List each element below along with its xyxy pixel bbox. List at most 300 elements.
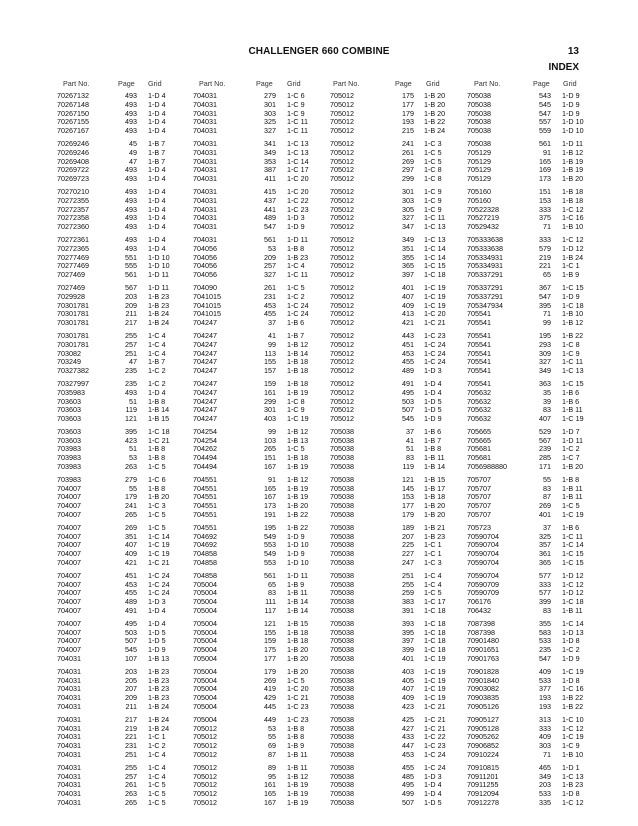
page-number-cell: 37 — [406, 426, 414, 436]
grid-ref: 1-C 18 — [562, 597, 584, 607]
part-number: 705012 — [330, 405, 354, 415]
page-number-cell: 495 — [402, 780, 414, 790]
grid-ref: 1-C 5 — [424, 147, 442, 157]
page-number-cell: 179 — [402, 108, 414, 118]
page-number-cell: 65 — [543, 270, 551, 280]
part-number: 705038 — [330, 426, 354, 436]
part-number: 704031 — [193, 204, 217, 214]
grid-ref: 1-B 11 — [562, 492, 583, 502]
page-number-cell: 111 — [265, 597, 276, 607]
part-number: 704031 — [57, 666, 81, 676]
grid-ref: 1-C 21 — [287, 693, 309, 703]
part-number: 705334931 — [467, 252, 503, 262]
part-number: 705129 — [467, 165, 491, 175]
grid-ref: 1-B 23 — [148, 291, 170, 301]
page-number-cell: 99 — [543, 318, 551, 328]
page-number-cell: 241 — [402, 138, 414, 148]
part-number: 705038 — [330, 531, 354, 541]
part-number: 705038 — [330, 558, 354, 568]
index-row — [0, 751, 638, 760]
grid-ref: 1-C 1 — [424, 540, 442, 550]
page-number-cell: 91 — [268, 474, 276, 484]
grid-ref: 1-C 19 — [562, 732, 584, 742]
part-number: 705012 — [330, 282, 354, 292]
page-number-cell: 255 — [125, 330, 137, 340]
part-number: 704031 — [193, 222, 217, 232]
part-number: 705038 — [467, 91, 491, 100]
page-number-cell: 335 — [539, 797, 551, 807]
grid-ref: 1-D 10 — [562, 126, 584, 136]
grid-ref: 1-C 4 — [424, 579, 442, 589]
page-number-cell: 119 — [402, 462, 414, 472]
part-number: 70277469 — [57, 252, 89, 262]
page-number-cell: 269 — [539, 501, 551, 511]
page-number-cell: 419 — [264, 684, 276, 694]
part-number: 705038 — [330, 654, 354, 664]
grid-ref: 1-B 14 — [424, 462, 446, 472]
part-number: 70905126 — [467, 702, 499, 711]
grid-ref: 1-C 9 — [287, 99, 305, 109]
page-number-cell: 157 — [264, 366, 276, 376]
page-number-cell: 203 — [125, 291, 137, 301]
grid-ref: 1-B 20 — [562, 174, 584, 184]
part-number: 704247 — [193, 330, 217, 340]
part-number: 70522328 — [467, 204, 499, 214]
grid-ref: 1-B 19 — [287, 462, 309, 472]
page-number-cell: 71 — [543, 309, 551, 319]
part-number: 704056 — [193, 252, 217, 262]
grid-ref: 1-D 4 — [148, 222, 166, 232]
grid-ref: 1-C 5 — [148, 797, 166, 807]
grid-ref: 1-C 14 — [562, 618, 584, 628]
grid-ref: 1-B 6 — [287, 318, 305, 328]
part-number: 70301781 — [57, 300, 89, 310]
grid-ref: 1-D 9 — [287, 531, 305, 541]
grid-ref: 1-C 4 — [148, 339, 166, 349]
page-number-cell: 263 — [125, 462, 137, 472]
part-number: 704858 — [193, 570, 217, 580]
page-number-cell: 411 — [264, 174, 276, 184]
grid-ref: 1-C 19 — [562, 414, 584, 424]
part-number: 705129 — [467, 174, 491, 184]
grid-ref: 1-D 11 — [562, 138, 584, 148]
grid-ref: 1-C 15 — [424, 261, 446, 271]
page-number-cell: 493 — [125, 204, 137, 214]
grid-ref: 1-B 23 — [287, 252, 309, 262]
page-number-cell: 167 — [264, 462, 276, 472]
part-number: 704007 — [57, 492, 81, 502]
page-number-cell: 551 — [125, 252, 137, 262]
page-number-cell: 553 — [264, 558, 276, 568]
page-number-cell: 169 — [539, 165, 551, 175]
page-number-cell: 409 — [402, 693, 414, 703]
grid-ref: 1-B 10 — [562, 749, 584, 759]
grid-ref: 1-C 8 — [562, 339, 580, 349]
part-number: 705012 — [330, 252, 354, 262]
grid-ref: 1-D 4 — [148, 213, 166, 223]
page-number-cell: 45 — [129, 138, 137, 148]
part-number: 70272357 — [57, 204, 89, 214]
part-number: 705012 — [330, 126, 354, 136]
page-number-cell: 113 — [264, 348, 276, 358]
grid-ref: 1-D 5 — [148, 627, 166, 637]
part-number: 70912278 — [467, 797, 499, 807]
index-table — [0, 92, 638, 812]
entry-group — [0, 620, 638, 664]
index-row — [0, 655, 638, 664]
page-number-cell: 265 — [264, 444, 276, 454]
part-number: 705038 — [330, 549, 354, 559]
page-number-cell: 171 — [539, 462, 551, 472]
page-number-cell: 83 — [543, 606, 551, 616]
grid-ref: 1-C 13 — [287, 147, 309, 157]
part-number: 70901651 — [467, 645, 499, 655]
grid-ref: 1-B 18 — [287, 378, 309, 388]
page-number-cell: 251 — [125, 348, 137, 358]
page-number-cell: 407 — [402, 291, 414, 301]
grid-ref: 1-D 7 — [562, 426, 580, 436]
grid-ref: 1-C 19 — [424, 282, 446, 292]
grid-ref: 1-B 20 — [562, 462, 584, 472]
part-number: 704692 — [193, 540, 217, 550]
part-number: 70590704 — [467, 558, 499, 568]
page-number-cell: 261 — [402, 147, 414, 157]
grid-ref: 1-B 18 — [287, 453, 309, 463]
part-number: 70901828 — [467, 666, 499, 676]
grid-ref: 1-C 8 — [287, 396, 305, 406]
page-number-cell: 285 — [539, 453, 551, 463]
page-number-cell: 503 — [125, 627, 137, 637]
part-number: 705038 — [467, 99, 491, 109]
grid-ref: 1-D 3 — [287, 213, 305, 223]
part-number: 7029928 — [57, 291, 85, 301]
part-number: 705541 — [467, 318, 491, 328]
page-number-cell: 151 — [539, 186, 551, 196]
grid-ref: 1-B 11 — [562, 483, 583, 493]
grid-ref: 1-C 5 — [287, 282, 305, 292]
page-number-cell: 407 — [539, 414, 551, 424]
page-number-cell: 51 — [129, 444, 137, 454]
grid-ref: 1-C 9 — [562, 741, 580, 751]
col4-part-header: Part No. — [474, 79, 501, 88]
part-number: 705038 — [330, 627, 354, 637]
part-number: 70905128 — [467, 723, 499, 733]
part-number: 705038 — [330, 501, 354, 511]
part-number: 705004 — [193, 636, 217, 646]
page-number-cell: 333 — [539, 723, 551, 733]
grid-ref: 1-B 19 — [287, 780, 309, 790]
col1-part-header: Part No. — [63, 79, 90, 88]
grid-ref: 1-B 18 — [562, 186, 584, 196]
part-number: 704031 — [193, 138, 217, 148]
part-number: 705632 — [467, 396, 491, 406]
part-number: 705012 — [330, 318, 354, 328]
page-number-cell: 231 — [264, 291, 276, 301]
grid-ref: 1-B 19 — [287, 387, 309, 397]
page-number-cell: 355 — [539, 618, 551, 628]
index-row — [0, 319, 638, 328]
grid-ref: 1-B 6 — [562, 522, 580, 532]
page-number-cell: 71 — [543, 749, 551, 759]
part-number: 704031 — [193, 147, 217, 157]
part-number: 7035983 — [57, 387, 85, 397]
grid-ref: 1-B 7 — [148, 147, 166, 157]
grid-ref: 1-B 20 — [424, 99, 446, 109]
part-number: 703082 — [57, 348, 81, 358]
page-number-cell: 51 — [406, 444, 414, 454]
grid-ref: 1-B 18 — [287, 636, 309, 646]
grid-ref: 1-B 8 — [148, 396, 166, 406]
part-number: 705038 — [330, 462, 354, 472]
part-number: 705038 — [330, 492, 354, 502]
page-number-cell: 567 — [539, 435, 551, 445]
part-number: 705347934 — [467, 300, 503, 310]
page-number-cell: 567 — [125, 282, 137, 292]
part-number: 705012 — [330, 357, 354, 367]
page-number-cell: 351 — [402, 243, 414, 253]
page-number-cell: 555 — [125, 261, 137, 271]
grid-ref: 1-D 4 — [148, 387, 166, 397]
page-number-cell: 533 — [539, 636, 551, 646]
entry-group — [0, 140, 638, 184]
part-number: 7027469 — [57, 282, 85, 292]
part-number: 704056 — [193, 261, 217, 271]
part-number: 70267150 — [57, 108, 89, 118]
part-number: 706432 — [467, 606, 491, 616]
part-number: 705012 — [330, 387, 354, 397]
page-number-cell: 53 — [268, 243, 276, 253]
grid-ref: 1-D 8 — [562, 675, 580, 685]
part-number: 70901840 — [467, 675, 499, 685]
part-number: 705012 — [330, 174, 354, 184]
part-number: 704007 — [57, 645, 81, 655]
page-number-cell: 421 — [402, 318, 414, 328]
page-number-cell: 507 — [402, 797, 414, 807]
page-number-cell: 299 — [264, 396, 276, 406]
col1-page-header: Page — [118, 79, 135, 88]
grid-ref: 1-C 15 — [562, 282, 584, 292]
grid-ref: 1-C 19 — [287, 414, 309, 424]
part-number: 705038 — [330, 453, 354, 463]
page-number-cell: 455 — [402, 357, 414, 367]
part-number: 705038 — [330, 762, 354, 772]
grid-ref: 1-D 12 — [562, 243, 584, 253]
part-number: 704007 — [57, 606, 81, 616]
page-number-cell: 365 — [402, 261, 414, 271]
entry-group — [0, 764, 638, 808]
page-number-cell: 159 — [264, 636, 276, 646]
grid-ref: 1-C 2 — [148, 378, 166, 388]
page-number-cell: 35 — [543, 387, 551, 397]
part-number: 705038 — [330, 741, 354, 751]
part-number: 705012 — [193, 749, 217, 759]
part-number: 705012 — [193, 797, 217, 807]
grid-ref: 1-C 1 — [424, 549, 442, 559]
part-number: 704551 — [193, 510, 217, 520]
column-header-row — [0, 79, 638, 91]
part-number: 705038 — [467, 108, 491, 118]
part-number: 704247 — [193, 318, 217, 328]
page-number-cell: 261 — [264, 282, 276, 292]
page-number-cell: 577 — [539, 570, 551, 580]
part-number: 704031 — [193, 156, 217, 166]
page-number-cell: 177 — [264, 654, 276, 664]
part-number: 704031 — [57, 789, 81, 799]
part-number: 704007 — [57, 636, 81, 646]
part-number: 705337291 — [467, 282, 503, 292]
grid-ref: 1-C 13 — [287, 138, 309, 148]
page-number-cell: 449 — [264, 714, 276, 724]
grid-ref: 1-B 20 — [287, 645, 309, 655]
page-number-cell: 83 — [406, 453, 414, 463]
grid-ref: 1-D 5 — [148, 636, 166, 646]
grid-ref: 1-C 21 — [424, 318, 446, 328]
part-number: 704254 — [193, 426, 217, 436]
page-number-cell: 221 — [539, 261, 551, 271]
part-number: 705012 — [330, 138, 354, 148]
part-number: 704007 — [57, 531, 81, 541]
part-number: 705038 — [330, 588, 354, 598]
part-number: 705541 — [467, 357, 491, 367]
page-number-cell: 387 — [264, 165, 276, 175]
grid-ref: 1-B 23 — [424, 531, 446, 541]
part-number: 705004 — [193, 714, 217, 724]
page-number-cell: 167 — [264, 797, 276, 807]
index-row — [0, 511, 638, 520]
grid-ref: 1-B 14 — [287, 348, 309, 358]
grid-ref: 1-C 15 — [562, 378, 584, 388]
page-number-cell: 495 — [125, 618, 137, 628]
page-number-cell: 349 — [402, 234, 414, 244]
grid-ref: 1-B 23 — [562, 780, 584, 790]
col1-grid-header: Grid — [148, 79, 162, 88]
part-number: 705004 — [193, 618, 217, 628]
grid-ref: 1-B 15 — [424, 474, 446, 484]
page-number-cell: 367 — [539, 282, 551, 292]
grid-ref: 1-C 15 — [562, 558, 584, 568]
part-number: 705632 — [467, 414, 491, 424]
page-number-cell: 219 — [539, 252, 551, 262]
page-number-cell: 303 — [264, 108, 276, 118]
grid-ref: 1-C 19 — [424, 666, 446, 676]
part-number: 705012 — [330, 309, 354, 319]
grid-ref: 1-B 12 — [287, 339, 309, 349]
grid-ref: 1-B 15 — [287, 618, 309, 628]
part-number: 703603 — [57, 396, 81, 406]
page-number-cell: 119 — [125, 405, 137, 415]
part-number: 704247 — [193, 339, 217, 349]
part-number: 705012 — [330, 234, 354, 244]
grid-ref: 1-C 19 — [424, 693, 446, 703]
page-number-cell: 161 — [264, 780, 276, 790]
part-number: 705665 — [467, 435, 491, 445]
page-number-cell: 397 — [402, 636, 414, 646]
grid-ref: 1-D 11 — [562, 435, 584, 445]
grid-ref: 1-D 10 — [287, 540, 309, 550]
part-number: 704247 — [193, 414, 217, 424]
index-row — [0, 463, 638, 472]
page-number-cell: 395 — [539, 300, 551, 310]
part-number: 705541 — [467, 366, 491, 376]
grid-ref: 1-C 13 — [562, 366, 584, 376]
grid-ref: 1-B 9 — [287, 579, 305, 589]
grid-ref: 1-B 19 — [287, 797, 309, 807]
page-number-cell: 427 — [402, 723, 414, 733]
grid-ref: 1-C 19 — [424, 684, 446, 694]
page-number-cell: 453 — [402, 749, 414, 759]
page-number-cell: 231 — [125, 741, 137, 751]
page-number-cell: 423 — [402, 702, 414, 711]
page-number-cell: 179 — [402, 510, 414, 520]
page-number-cell: 301 — [264, 99, 276, 109]
grid-ref: 1-B 20 — [148, 492, 170, 502]
page-number-cell: 409 — [539, 732, 551, 742]
grid-ref: 1-B 7 — [148, 156, 166, 166]
page-number-cell: 353 — [264, 156, 276, 166]
page-number-cell: 193 — [539, 702, 551, 711]
page-number-cell: 493 — [125, 222, 137, 232]
part-number: 704007 — [57, 558, 81, 568]
page-number-cell: 279 — [125, 474, 137, 484]
grid-ref: 1-B 7 — [148, 138, 166, 148]
page-number-cell: 177 — [402, 99, 414, 109]
page-number-cell: 217 — [125, 318, 137, 328]
part-number: 705012 — [330, 291, 354, 301]
grid-ref: 1-C 21 — [424, 723, 446, 733]
part-number: 70301781 — [57, 330, 89, 340]
part-number: 704007 — [57, 627, 81, 637]
page-number-cell: 451 — [402, 339, 414, 349]
grid-ref: 1-B 11 — [287, 749, 308, 759]
grid-ref: 1-C 12 — [562, 723, 584, 733]
part-number: 705038 — [330, 435, 354, 445]
page-number-cell: 403 — [264, 414, 276, 424]
part-number: 704007 — [57, 540, 81, 550]
part-number: 705012 — [330, 330, 354, 340]
page-number-cell: 89 — [268, 762, 276, 772]
page-number-cell: 263 — [125, 789, 137, 799]
part-number: 703603 — [57, 414, 81, 424]
part-number: 705012 — [330, 348, 354, 358]
part-number: 705012 — [330, 91, 354, 100]
grid-ref: 1-C 24 — [424, 357, 446, 367]
grid-ref: 1-C 24 — [287, 300, 309, 310]
grid-ref: 1-B 8 — [287, 732, 305, 742]
grid-ref: 1-C 18 — [424, 645, 446, 655]
page-number-cell: 429 — [264, 693, 276, 703]
grid-ref: 1-C 13 — [424, 234, 446, 244]
part-number: 70277469 — [57, 261, 89, 271]
page-number-cell: 333 — [539, 204, 551, 214]
page-number-cell: 241 — [125, 501, 137, 511]
grid-ref: 1-B 8 — [148, 483, 166, 493]
page-number-cell: 225 — [402, 540, 414, 550]
page-number-cell: 327 — [264, 270, 276, 280]
part-number: 705012 — [330, 339, 354, 349]
part-number: 704551 — [193, 474, 217, 484]
grid-ref: 1-D 4 — [148, 606, 166, 616]
grid-ref: 1-D 4 — [424, 378, 442, 388]
page-number-cell: 453 — [125, 579, 137, 589]
section-heading: INDEX — [548, 62, 579, 73]
part-number: 705012 — [330, 204, 354, 214]
page-number-cell: 493 — [125, 117, 137, 127]
grid-ref: 1-C 24 — [148, 588, 170, 598]
grid-ref: 1-C 19 — [424, 654, 446, 664]
part-number: 705004 — [193, 588, 217, 598]
part-number: 70269246 — [57, 147, 89, 157]
page-number-cell: 533 — [539, 675, 551, 685]
